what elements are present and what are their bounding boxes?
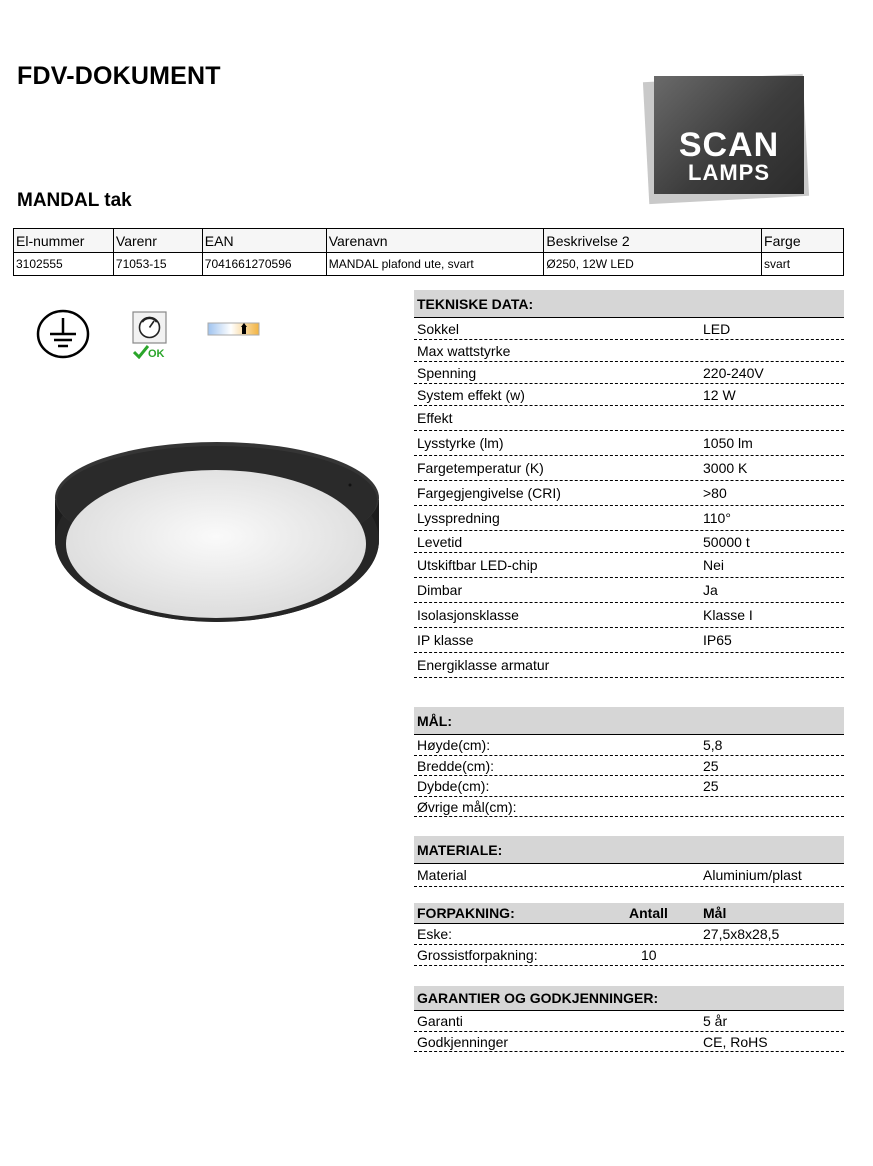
materiale-section <box>414 836 844 887</box>
spec-value: 50000 t <box>703 534 750 550</box>
spec-label: Energiklasse armatur <box>417 657 550 673</box>
spec-value: 27,5x8x28,5 <box>703 926 780 942</box>
spec-row <box>414 603 844 628</box>
maal-section <box>414 707 844 817</box>
spec-label: Lysstyrke (lm) <box>417 435 504 451</box>
spec-value: CE, RoHS <box>703 1034 768 1050</box>
cell-beskrivelse: Ø250, 12W LED <box>544 253 762 276</box>
dimmable-icon <box>132 311 168 345</box>
spec-label: Øvrige mål(cm): <box>417 799 517 815</box>
spec-value: 25 <box>703 778 719 794</box>
spec-row <box>414 756 844 776</box>
spec-row <box>414 553 844 578</box>
cell-varenavn: MANDAL plafond ute, svart <box>326 253 544 276</box>
header-ean: EAN <box>202 229 326 253</box>
spec-label: Høyde(cm): <box>417 737 491 753</box>
cell-varenr: 71053-15 <box>113 253 202 276</box>
forpakning-col-antall: Antall <box>629 905 668 921</box>
spec-value: IP65 <box>703 632 732 648</box>
document-title: FDV-DOKUMENT <box>17 62 221 90</box>
header-farge: Farge <box>762 229 844 253</box>
spec-label: Levetid <box>417 534 463 550</box>
logo-line1: SCAN <box>678 126 780 164</box>
spec-count: 10 <box>641 947 657 963</box>
tekniske-data-section <box>414 290 844 678</box>
header-varenavn: Varenavn <box>326 229 544 253</box>
spec-label: Grossistforpakning: <box>417 947 538 963</box>
spec-row <box>414 506 844 531</box>
spec-value: 5 år <box>703 1013 728 1029</box>
spec-row <box>414 406 844 431</box>
spec-label: Sokkel <box>417 321 460 337</box>
spec-value: Klasse I <box>703 607 753 623</box>
spec-label: Utskiftbar LED-chip <box>417 557 538 573</box>
tekniske-data-heading: TEKNISKE DATA: <box>414 290 844 318</box>
spec-row <box>414 945 844 966</box>
spec-value: 3000 K <box>703 460 748 476</box>
spec-label: Fargetemperatur (K) <box>417 460 544 476</box>
protective-earth-icon <box>35 308 91 360</box>
maal-heading: MÅL: <box>414 707 844 735</box>
spec-value: 220-240V <box>703 365 764 381</box>
header-varenr: Varenr <box>113 229 202 253</box>
spec-label: Effekt <box>417 410 453 426</box>
spec-row <box>414 431 844 456</box>
logo-line2: LAMPS <box>688 160 770 185</box>
spec-row <box>414 384 844 406</box>
spec-value: 12 W <box>703 387 736 403</box>
spec-row <box>414 1011 844 1032</box>
spec-label: Isolasjonsklasse <box>417 607 519 623</box>
spec-row <box>414 318 844 340</box>
header-el-nummer: El-nummer <box>14 229 114 253</box>
scan-lamps-logo <box>646 72 814 206</box>
spec-row <box>414 628 844 653</box>
spec-label: Dybde(cm): <box>417 778 490 794</box>
spec-row <box>414 578 844 603</box>
spec-row <box>414 924 844 945</box>
spec-label: Spenning <box>417 365 477 381</box>
spec-label: Eske: <box>417 926 453 942</box>
spec-row <box>414 735 844 756</box>
spec-row <box>414 1032 844 1052</box>
spec-label: Material <box>417 867 467 883</box>
spec-row <box>414 653 844 678</box>
ok-label: OK <box>148 348 165 360</box>
garantier-section <box>414 986 844 1052</box>
spec-value: >80 <box>703 485 727 501</box>
spec-label: Godkjenninger <box>417 1034 509 1050</box>
spec-row <box>414 797 844 817</box>
product-image <box>52 440 382 624</box>
materiale-heading: MATERIALE: <box>414 836 844 864</box>
cell-el-nummer: 3102555 <box>14 253 114 276</box>
spec-row <box>414 776 844 797</box>
spec-value: Nei <box>703 557 725 573</box>
product-info-table <box>13 228 844 276</box>
spec-label: IP klasse <box>417 632 474 648</box>
spec-row <box>414 362 844 384</box>
spec-value: Ja <box>703 582 718 598</box>
spec-label: Bredde(cm): <box>417 758 495 774</box>
spec-value: 25 <box>703 758 719 774</box>
spec-label: Lysspredning <box>417 510 500 526</box>
forpakning-col-maal: Mål <box>703 905 727 921</box>
forpakning-title: FORPAKNING: <box>417 905 515 921</box>
spec-label: Garanti <box>417 1013 463 1029</box>
color-temperature-icon <box>207 322 260 336</box>
garantier-heading: GARANTIER OG GODKJENNINGER: <box>414 986 844 1011</box>
spec-value: LED <box>703 321 731 337</box>
spec-label: Max wattstyrke <box>417 343 511 359</box>
checkmark-icon <box>133 345 149 359</box>
spec-row <box>414 864 844 887</box>
spec-value: 1050 lm <box>703 435 753 451</box>
forpakning-section <box>414 903 844 966</box>
spec-row <box>414 456 844 481</box>
spec-row <box>414 340 844 362</box>
spec-value: 110° <box>703 510 731 526</box>
spec-label: Fargegjengivelse (CRI) <box>417 485 561 501</box>
spec-label: System effekt (w) <box>417 387 525 403</box>
forpakning-heading <box>414 903 844 924</box>
spec-row <box>414 481 844 506</box>
header-beskrivelse: Beskrivelse 2 <box>544 229 762 253</box>
cell-farge: svart <box>762 253 844 276</box>
spec-row <box>414 531 844 553</box>
spec-label: Dimbar <box>417 582 463 598</box>
spec-value: 5,8 <box>703 737 723 753</box>
cell-ean: 7041661270596 <box>202 253 326 276</box>
product-title: MANDAL tak <box>17 190 132 211</box>
spec-value: Aluminium/plast <box>703 867 802 883</box>
